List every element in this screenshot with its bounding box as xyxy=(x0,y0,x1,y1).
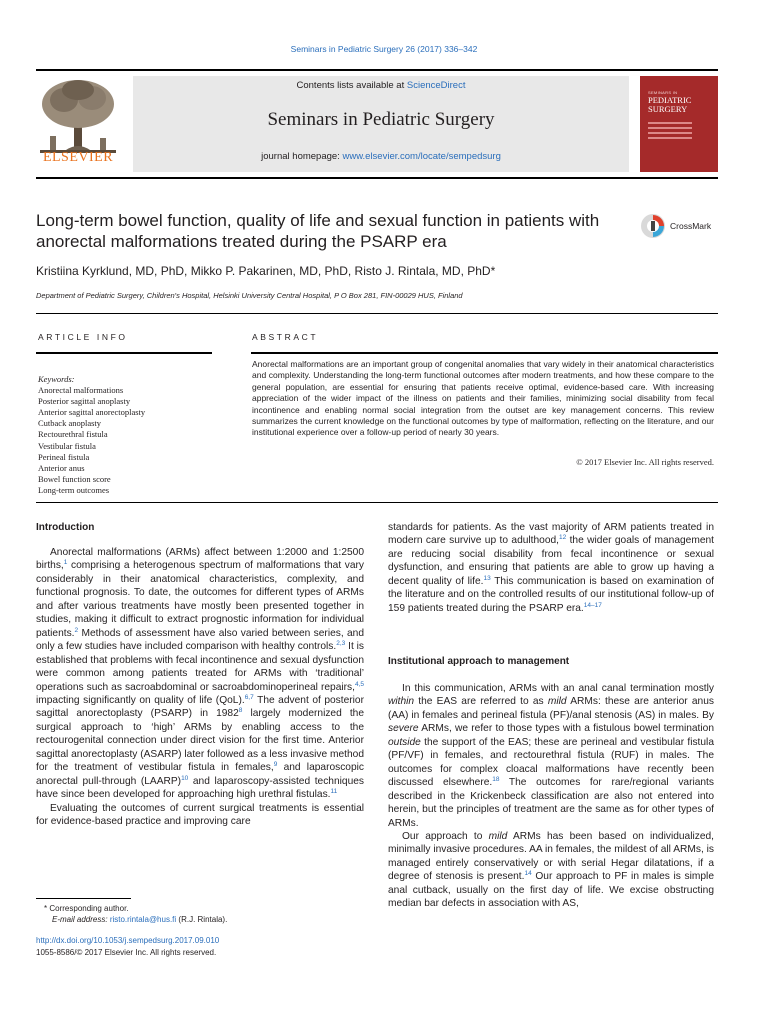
citation-ref[interactable]: 6,7 xyxy=(244,693,254,701)
masthead-bottom-rule xyxy=(36,177,718,179)
right-body-column-bottom xyxy=(388,682,714,911)
citation-ref[interactable]: 1 xyxy=(63,559,68,567)
citation-ref[interactable]: 10 xyxy=(181,774,189,782)
keywords-block xyxy=(38,374,214,496)
issn-copyright: 1055-8586/© 2017 Elsevier Inc. All rights reserved. xyxy=(36,948,217,957)
crossmark-icon xyxy=(640,213,666,239)
institutional-approach-heading: Institutional approach to management xyxy=(388,656,570,667)
journal-homepage-line xyxy=(133,151,629,162)
intro-paragraph-2: Evaluating the outcomes of current surgical treatments is essential for evidence-based practice and improving care xyxy=(36,802,364,828)
institutional-paragraph-1: In this communication, ARMs with an anal canal termination mostly within the EAS are referred to as mild ARMs: these are anterior anus (AA) in females and perineal fistula (PF)/anal stenosis (AS) in males. By severe ARMs, we refer to those types with a fistulous bowel termination outside the support of the EAS; these are perineal and vestibular fistula (PF/VF) in females, and rectourethral fistula (RUF) in males. The outcomes for complex cloacal malformations have recently been discussed elsewhere.$^{18}$ The outcomes for rare/regional variants described in the Krickenbeck classification are also not entered into herein, but the principles of treatment are the same as for other types of ARMs. xyxy=(388,683,714,829)
keyword-item: Vestibular fistula xyxy=(38,440,96,451)
citation-ref[interactable]: 14–17 xyxy=(583,601,602,609)
homepage-link[interactable]: www.elsevier.com/locate/sempedsurg xyxy=(342,151,501,162)
journal-cover-thumbnail[interactable] xyxy=(640,76,718,172)
citation-ref[interactable]: 8 xyxy=(238,707,243,715)
affiliation-rule xyxy=(36,313,718,314)
email-suffix: (R.J. Rintala). xyxy=(178,915,228,924)
institutional-paragraph-2: Our approach to mild ARMs has been based on individualized, minimally invasive procedures. AA in females, the mildest of all ARMs, is managed entirely conservatively or with serial Hegar dilatations, if a degree of stenosis is present.$^{14}$ Our approach to PF in males is simple anal cutback, usually on the first day of life. We excise obstructing median bar defects in association with AS, xyxy=(388,830,715,910)
sciencedirect-link[interactable]: ScienceDirect xyxy=(406,80,466,91)
citation-ref[interactable]: 14 xyxy=(524,870,532,878)
left-body-column xyxy=(36,546,364,829)
citation-ref[interactable]: 4,5 xyxy=(354,680,364,688)
introduction-heading: Introduction xyxy=(36,522,95,533)
abstract-rule xyxy=(251,352,718,354)
footnote-mark: * xyxy=(44,904,48,913)
citation-ref[interactable]: 2 xyxy=(74,626,79,634)
contents-available-line xyxy=(133,80,629,91)
elsevier-wordmark: ELSEVIER xyxy=(42,150,114,165)
article-info-heading: ARTICLE INFO xyxy=(38,332,128,342)
intro-paragraph-1: Anorectal malformations (ARMs) affect between 1:2000 and 1:2500 births,$^1$ comprising a heterogenous spectrum of malformations that vary considerably in their anatomical characteristics, complexity, and functional prognosis. To date, the outcomes for different types of ARMs and after various treatments have mostly been presented together in studies, making it difficult to extract prognostic information for individual patients.$^2$ Methods of assessment have also varied between series, and only a few studies have included comparison with healthy controls.$^{2,3}$ It is established that problems with fecal incontinence and sexual dysfunction were common among patients treated for ARMs with ‘traditional’ operations such as sacroabdominal or sacroabdominoperineal repairs,$^{4,5}$ impacting significantly on quality of life (QoL).$^{6,7}$ The advent of posterior sagittal anorectoplasty (PSARP) in 1982$^8$ largely modernized the surgical approach to ‘high’ ARMs by enabling access to the rectourogenital connection under direct vision for the first time. Anterior sagittal anorectoplasty (ASARP) later followed as a less invasive method for the treatment of vestibular fistula in females,$^9$ and laparoscopic anorectal pull-through (LAARP)$^{10}$ and laparoscopy-assisted techniques have since been developed for approaching high urethral fistulas.$^{11}$ xyxy=(36,547,364,801)
cover-decoration xyxy=(648,122,692,142)
citation-ref[interactable]: 13 xyxy=(483,574,491,582)
keyword-item: Anorectal malformations xyxy=(38,385,124,396)
crossmark-label: CrossMark xyxy=(670,221,712,231)
contents-prefix: Contents lists available at xyxy=(296,80,405,91)
article-info-rule xyxy=(36,352,212,354)
author-list: Kristiina Kyrklund, MD, PhD, Mikko P. Pakarinen, MD, PhD, Risto J. Rintala, MD, PhD* xyxy=(36,264,496,278)
citation-ref[interactable]: 2,3 xyxy=(336,640,346,648)
homepage-label: journal homepage: xyxy=(261,151,340,162)
keyword-item: Anterior anus xyxy=(38,462,85,473)
abstract-bottom-rule xyxy=(36,502,718,503)
keyword-item: Long-term outcomes xyxy=(38,484,110,495)
email-note xyxy=(52,915,227,924)
abstract-copyright: © 2017 Elsevier Inc. All rights reserved. xyxy=(576,457,714,467)
right-body-column-top xyxy=(388,521,714,615)
keywords-label: Keywords: xyxy=(38,374,75,384)
keyword-item: Posterior sagittal anoplasty xyxy=(38,396,131,407)
keyword-item: Rectourethral fistula xyxy=(38,429,108,440)
cover-title: PEDIATRIC SURGERY xyxy=(648,95,692,114)
citation-ref[interactable]: 11 xyxy=(330,788,338,796)
keyword-item: Perineal fistula xyxy=(38,451,90,462)
top-rule xyxy=(36,69,718,71)
keyword-item: Anterior sagittal anorectoplasty xyxy=(38,407,146,418)
corresponding-author-note xyxy=(44,904,129,913)
cover-small-text: SEMINARS IN xyxy=(648,90,678,95)
abstract-heading: ABSTRACT xyxy=(252,332,319,342)
journal-citation[interactable]: Seminars in Pediatric Surgery 26 (2017) 336–342 xyxy=(290,44,478,54)
intro-paragraph-continued: standards for patients. As the vast majority of ARM patients treated in modern care survive up to adulthood,$^{12}$ the wider goals of management are reducing social disability from fecal incontinence or sexual dysfunction, and ensuring that patients are able to grow up having a decent quality of life.$^{13}$ This communication is based on examination of the literature and on the controlled results of our institutional follow-up of 159 patients treated during the PSARP era.$^{14-17}$ xyxy=(388,522,714,614)
email-label: E-mail address: xyxy=(52,915,108,924)
article-title: Long-term bowel function, quality of life and sexual function in patients with anorectal malformations treated during the PSARP era xyxy=(36,211,600,251)
author-affiliation: Department of Pediatric Surgery, Children's Hospital, Helsinki University Central Hospital, P O Box 281, FIN-00029 HUS, Finland xyxy=(36,291,463,300)
citation-ref[interactable]: 9 xyxy=(273,761,278,769)
footnote-rule xyxy=(36,898,131,899)
journal-title: Seminars in Pediatric Surgery xyxy=(267,109,495,130)
keyword-item: Bowel function score xyxy=(38,473,111,484)
keyword-item: Cutback anoplasty xyxy=(38,418,102,429)
abstract-text: Anorectal malformations are an important group of congenital anomalies that vary widely in their anatomical characteristics and complexity. Understanding the long-term functional outcomes after modern treatments, and how these compare to the general population, are essential for ensuring that patients receive optimal, evidence-based care. With increasing appreciation of the wider impact of the illness on patients and their families, minimizing social disability from fecal incontinence and enabling normal social integration from the outset are key management concerns. This review summarizes the current knowledge on the functional outcomes by type of malformation, reflecting on the literature, and our institutional experience over a follow-up period of nearly 30 years. xyxy=(252,359,714,438)
crossmark-badge[interactable] xyxy=(640,213,720,239)
footnote-text: Corresponding author. xyxy=(49,904,129,913)
email-link[interactable]: risto.rintala@hus.fi xyxy=(109,915,177,924)
doi-link[interactable]: http://dx.doi.org/10.1053/j.sempedsurg.2017.09.010 xyxy=(36,936,220,945)
citation-ref[interactable]: 12 xyxy=(558,534,567,542)
citation-ref[interactable]: 18 xyxy=(492,776,500,784)
